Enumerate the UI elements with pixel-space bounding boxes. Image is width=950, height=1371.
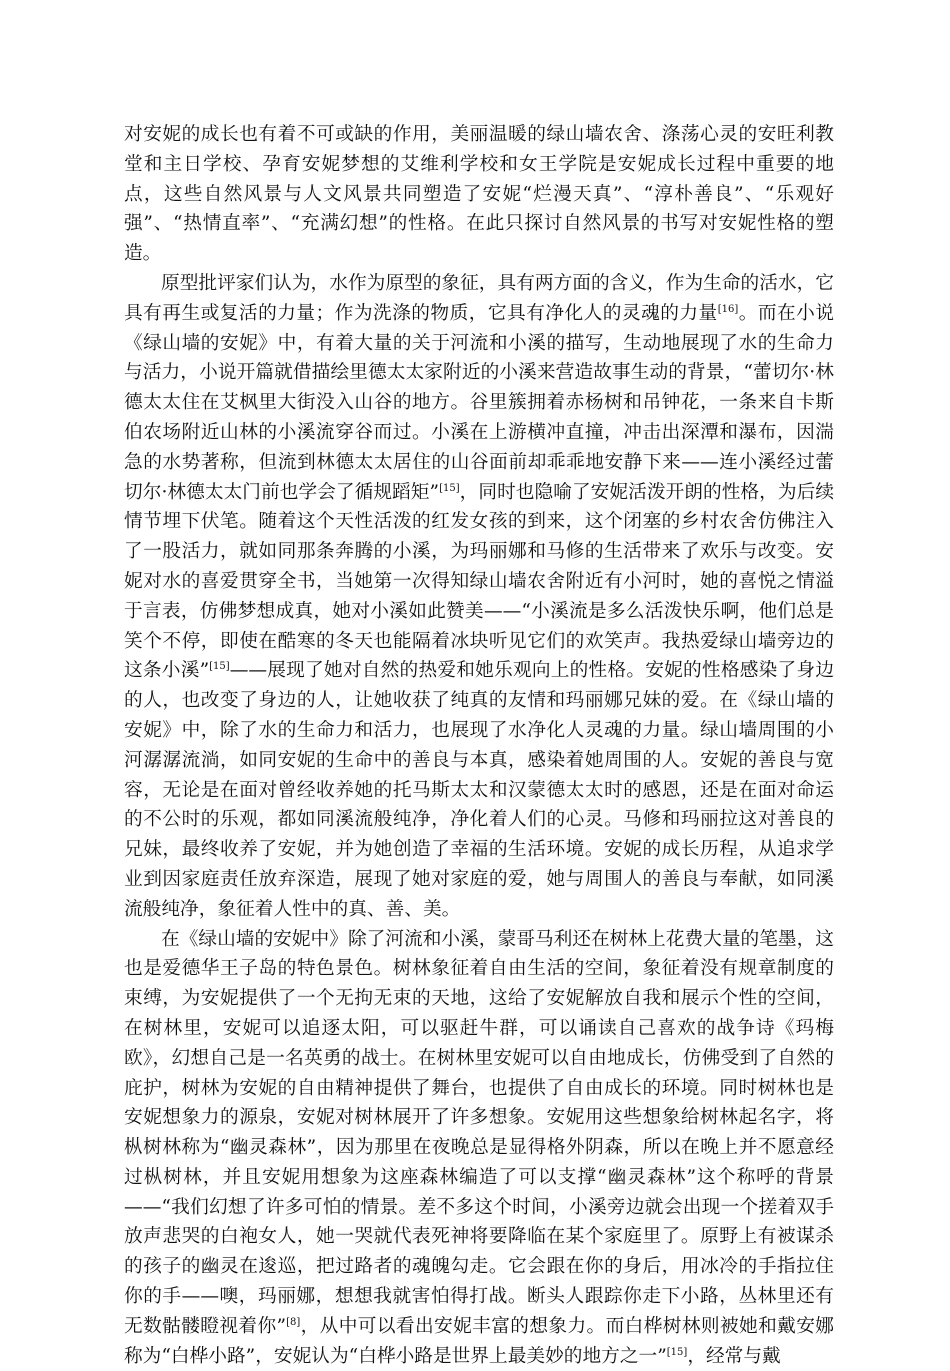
paragraph-3 [124,925,834,1371]
paragraph-text: 。而在小说《绿山墙的安妮》中，有着大量的关于河流和小溪的描写，生动地展现了水的生命力与活力，小说开篇就借描绘里德太太家附近的小溪来营造故事生动的背景，“蕾切尔·林德太太住在艾枫里大街没入山谷的地方。谷里簇拥着赤杨树和吊钟花，一条来自卡斯伯农场附近山林的小溪流穿谷而过。小溪在上游横冲直撞，冲击出深潭和瀑布，因湍急的水势著称，但流到林德太太居住的山谷面前却乖乖地安静下来——连小溪经过蕾切尔·林德太太门前也学会了循规蹈矩” [124,302,835,503]
paragraph-2 [124,269,834,925]
paragraph-text: ，从中可以看出安妮丰富的想象力。而白桦树林则被她和戴安娜称为“白桦小路”，安妮认为“白桦小路是世界上最美妙的地方之一” [124,1315,834,1367]
paragraph-text: 在《绿山墙的安妮中》除了河流和小溪，蒙哥马利还在树林上花费大量的笔墨，这也是爱德华王子岛的特色景色。树林象征着自由生活的空间，象征着没有规章制度的束缚，为安妮提供了一个无拘无束的天地，这给了安妮解放自我和展示个性的空间，在树林里，安妮可以追逐太阳，可以驱赶牛群，可以诵读自己喜欢的战争诗《玛梅欧》，幻想自己是一名英勇的战士。在树林里安妮可以自由地成长，仿佛受到了自然的庇护，树林为安妮的自由精神提供了舞台，也提供了自由成长的环境。同时树林也是安妮想象力的源泉，安妮对树林展开了许多想象。安妮用这些想象给树林起名字，将枞树林称为“幽灵森林”，因为那里在夜晚总是显得格外阴森，所以在晚上并不愿意经过枞树林，并且安妮用想象为这座森林编造了可以支撑“幽灵森林”这个称呼的背景——“我们幻想了许多可怕的情景。差不多这个时间，小溪旁边就会出现一个搓着双手放声悲哭的白袍女人，她一哭就代表死神将要降临在某个家庭里了。原野上有被谋杀的孩子的幽灵在逡巡，把过路者的魂魄勾走。它会跟在你的身后，用冰冷的手指拉住你的手——噢，玛丽娜，想想我就害怕得打战。断头人跟踪你走下小路，丛林里还有无数骷髅瞪视着你” [124,928,834,1337]
document-page [124,120,834,1371]
paragraph-text: ——展现了她对自然的热爱和她乐观向上的性格。安妮的性格感染了身边的人，也改变了身边的人，让她收获了纯真的友情和玛丽娜兄妹的爱。在《绿山墙的安妮》中，除了水的生命力和活力，也展现了水净化人灵魂的力量。绿山墙周围的小河潺潺流淌，如同安妮的生命中的善良与本真，感染着她周围的人。安妮的善良与宽容，无论是在面对曾经收养她的托马斯太太和汉蒙德太太时的感恩，还是在面对命运的不公时的乐观，都如同溪流般纯净，净化着人们的心灵。马修和玛丽拉这对善良的兄妹，最终收养了安妮，并为她创造了幸福的生活环境。安妮的成长历程，从追求学业到因家庭责任放弃深造，展现了她对家庭的爱，她与周围人的善良与奉献，如同溪流般纯净，象征着人性中的真、善、美。 [124,660,835,920]
paragraph-text: ，经常与戴 [687,1345,781,1367]
paragraph-text: ，同时也隐喻了安妮活泼开朗的性格，为后续情节埋下伏笔。随着这个天性活泼的红发女孩的到来，这个闭塞的乡村农舍仿佛注入了一股活力，就如同那条奔腾的小溪，为玛丽娜和马修的生活带来了欢乐与改变。安妮对水的喜爱贯穿全书，当她第一次得知绿山墙农舍附近有小河时，她的喜悦之情溢于言表，仿佛梦想成真，她对小溪如此赞美——“小溪流是多么活泼快乐啊，他们总是笑个不停，即使在酷寒的冬天也能隔着冰块听见它们的欢笑声。我热爱绿山墙旁边的这条小溪” [124,481,835,682]
citation-ref: [15] [209,661,230,673]
citation-ref: [15] [439,482,460,494]
citation-ref: [8] [286,1316,301,1328]
citation-ref: [15] [666,1346,688,1358]
paragraph-text: 对安妮的成长也有着不可或缺的作用，美丽温暖的绿山墙农舍、涤荡心灵的安旺利教堂和主日学校、孕育安妮梦想的艾维利学校和女王学院是安妮成长过程中重要的地点，这些自然风景与人文风景共同塑造了安妮“烂漫天真”、“淳朴善良”、“乐观好强”、“热情直率”、“充满幻想”的性格。在此只探讨自然风景的书写对安妮性格的塑造。 [124,124,834,265]
citation-ref: [16] [717,303,739,315]
paragraph-1 [124,120,834,269]
paragraph-text: 原型批评家们认为，水作为原型的象征，具有两方面的含义，作为生命的活水，它具有再生或复活的力量；作为洗涤的物质，它具有净化人的灵魂的力量 [124,272,834,324]
